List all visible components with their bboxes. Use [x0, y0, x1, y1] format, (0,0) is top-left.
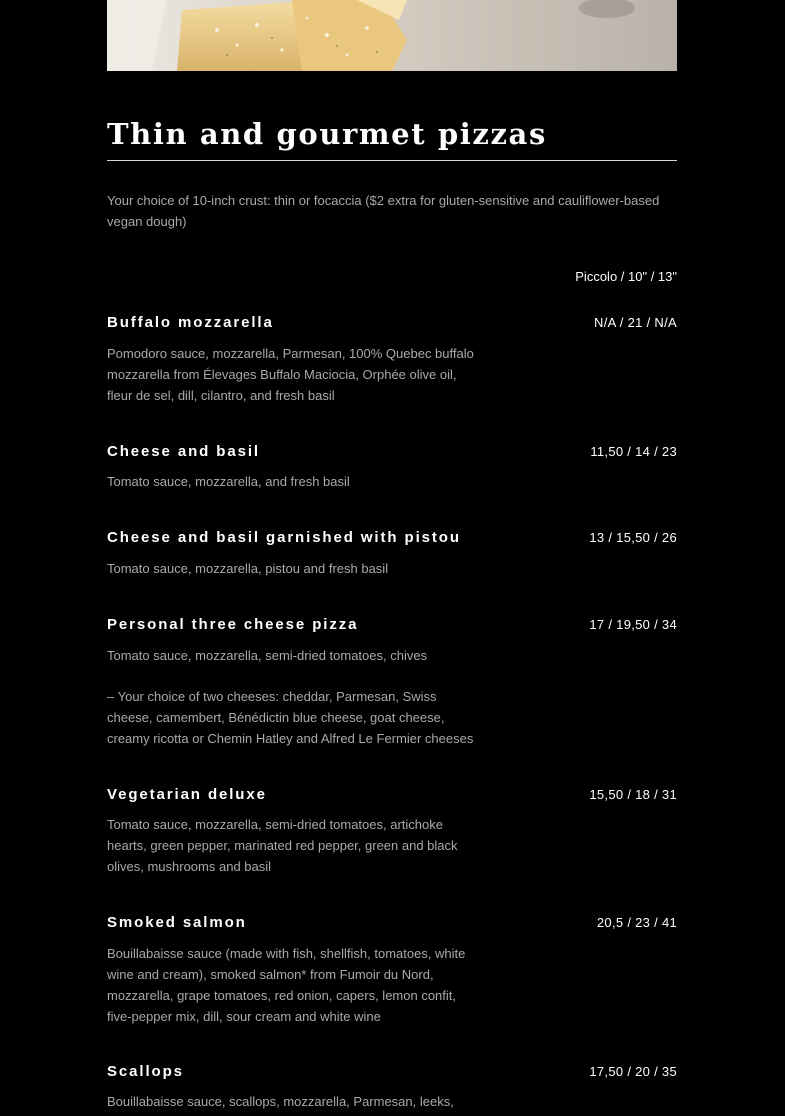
- menu-item-name: Cheese and basil garnished with pistou: [107, 529, 461, 546]
- menu-item-price: 13 / 15,50 / 26: [589, 530, 677, 545]
- menu-item-name: Scallops: [107, 1063, 184, 1080]
- menu-item-description: Bouillabaisse sauce (made with fish, shellfish, tomatoes, white wine and cream), smoked salmon* from Fumoir du Nord, mozzarella, grape tomatoes, red onion, capers, lemon confit, five-pepper mix, dill, sour cream and white wine: [107, 946, 466, 1024]
- section-intro: Your choice of 10-inch crust: thin or focaccia ($2 extra for gluten-sensitive and cauliflower-based vegan dough): [107, 193, 660, 229]
- menu-item-name: Vegetarian deluxe: [107, 786, 267, 803]
- price-size-header: Piccolo / 10" / 13": [575, 269, 677, 284]
- section-title: Thin and gourmet pizzas: [107, 117, 547, 151]
- menu-item-description: Tomato sauce, mozzarella, semi-dried tomatoes, artichoke hearts, green pepper, marinated red pepper, green and black olives, mushrooms and basil: [107, 817, 458, 874]
- menu-item-name: Personal three cheese pizza: [107, 616, 359, 633]
- hero-food-photo: [107, 0, 677, 71]
- menu-item-description: Tomato sauce, mozzarella, semi-dried tomatoes, chives: [107, 648, 428, 663]
- menu-item-description: Tomato sauce, mozzarella, and fresh basil: [107, 474, 350, 489]
- menu-item-price: 17,50 / 20 / 35: [589, 1064, 677, 1079]
- menu-item-note: – Your choice of two cheeses: cheddar, Parmesan, Swiss cheese, camembert, Bénédictin blue cheese, goat cheese, creamy ricotta or Chemin Hatley and Alfred Le Fermier cheeses: [107, 689, 474, 746]
- menu-item-price: 11,50 / 14 / 23: [590, 444, 677, 459]
- menu-item-price: 17 / 19,50 / 34: [589, 617, 677, 632]
- menu-item-price: 15,50 / 18 / 31: [589, 787, 677, 802]
- menu-item-description: Tomato sauce, mozzarella, pistou and fresh basil: [107, 561, 389, 576]
- menu-item-name: Buffalo mozzarella: [107, 314, 274, 331]
- menu-item-name: Smoked salmon: [107, 914, 247, 931]
- focaccia-photo-illustration: [107, 0, 677, 71]
- title-divider: [107, 160, 677, 161]
- menu-item-description: Bouillabaisse sauce, scallops, mozzarella, Parmesan, leeks,: [107, 1094, 454, 1109]
- menu-item-price: 20,5 / 23 / 41: [596, 915, 677, 930]
- menu-item-price: N/A / 21 / N/A: [594, 315, 677, 330]
- menu-item-name: Cheese and basil: [107, 443, 260, 460]
- menu-item-description: Pomodoro sauce, mozzarella, Parmesan, 100% Quebec buffalo mozzarella from Élevages Buffalo Maciocia, Orphée olive oil, fleur de sel, dill, cilantro, and fresh basil: [107, 346, 474, 403]
